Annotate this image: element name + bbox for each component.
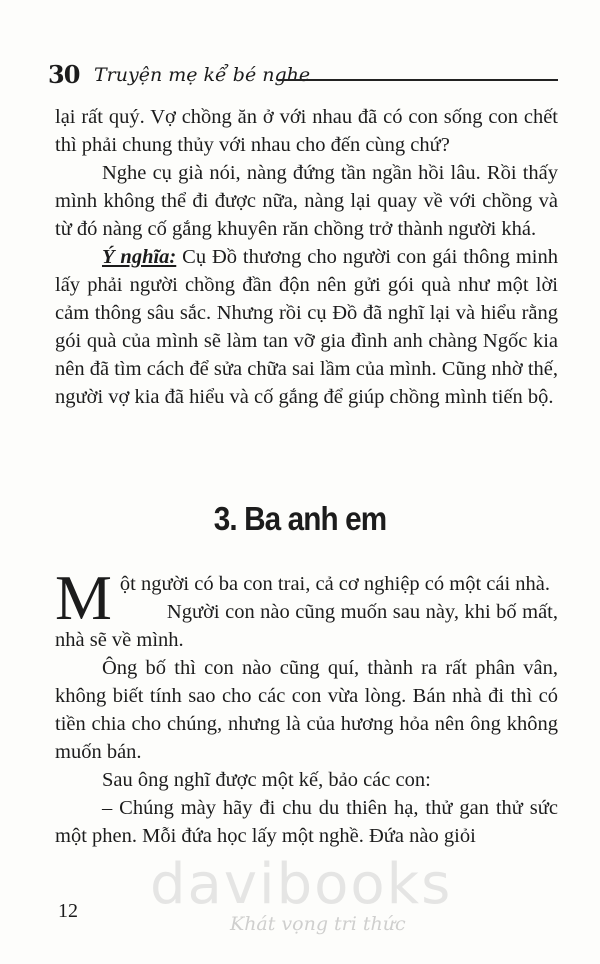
paragraph: Ông bố thì con nào cũng quí, thành ra rất phân vân, không biết tính sao cho các con vừa lòng. Bán nhà đi thì có tiền chia cho chúng, nhưng là của hương hỏa nên ông không muốn bán. [55,657,558,763]
watermark-tagline: Khát vọng tri thức [230,913,406,935]
page-number: 12 [58,900,78,922]
header-page-number: 30 [48,60,80,89]
drop-cap: M [55,562,112,633]
chapter-text [55,562,558,850]
previous-story-text [55,103,558,411]
chapter-title: 3. Ba anh em [213,500,387,537]
header-book-title: Truyện mẹ kể bé nghe [94,64,311,86]
meaning-label: Ý nghĩa: [102,246,177,268]
page-header [48,60,558,90]
paragraph-continuation: lại rất quý. Vợ chồng ăn ở với nhau đã có con sống con chết thì phải chung thủy với nhau cho đến cùng chứ? [55,106,558,156]
paragraph: Người con nào cũng muốn sau này, khi bố mất, nhà sẽ về mình. [55,601,558,651]
meaning-text: Cụ Đồ thương cho người con gái thông minh lấy phải người chồng đần độn nên gửi gói quà như một lời cảm thông sâu sắc. Nhưng rồi cụ Đồ đã nghĩ lại và hiểu rằng gói quà của mình sẽ làm tan vỡ gia đình anh chàng Ngốc kia nên đã tìm cách để sửa chữa sai lầm của mình. Cũng nhờ thế, người vợ kia đã hiểu và cố gắng để giúp chồng mình tiến bộ. [55,246,558,408]
paragraph: Nghe cụ già nói, nàng đứng tần ngần hồi lâu. Rồi thấy mình không thể đi được nữa, nàng lại quay về với chồng và từ đó nàng cố gắng khuyên răn chồng trở thành người khá. [55,162,558,240]
meaning-paragraph [55,243,558,411]
paragraph: Sau ông nghĩ được một kế, bảo các con: [102,769,431,791]
header-rule [278,79,558,81]
watermark-logo: davibooks [150,852,453,917]
first-paragraph-text: ột người có ba con trai, cả cơ nghiệp có một cái nhà. [119,573,551,595]
paragraph: – Chúng mày hãy đi chu du thiên hạ, thử gan thử sức một phen. Mỗi đứa học lấy một nghề. Đứa nào giỏi [55,797,558,847]
